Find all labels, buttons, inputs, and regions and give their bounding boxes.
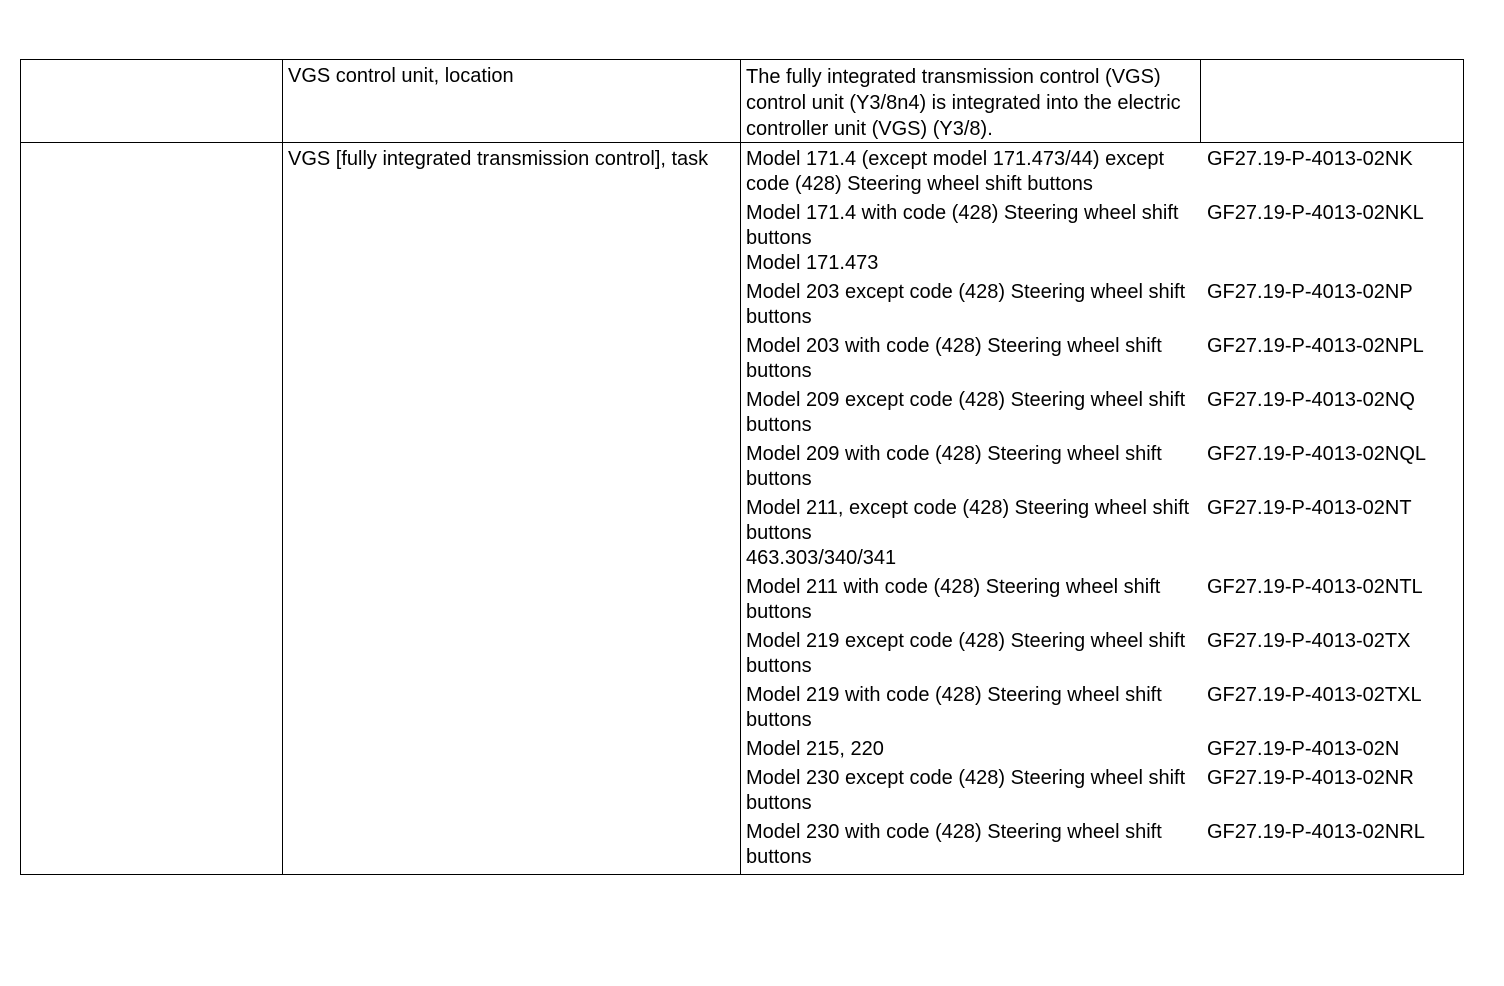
reference-code-link[interactable]: GF27.19-P-4013-02NTL bbox=[1207, 576, 1423, 598]
table-row bbox=[21, 143, 1464, 875]
model-description bbox=[746, 201, 1201, 276]
model-description bbox=[746, 388, 1201, 438]
list-item bbox=[746, 683, 1463, 737]
model-reference-list bbox=[741, 143, 1464, 875]
row1-reference bbox=[1201, 60, 1464, 143]
model-text: Model 219 with code (428) Steering wheel shift buttons bbox=[746, 684, 1162, 731]
document-table bbox=[20, 59, 1464, 875]
reference-code-link[interactable]: GF27.19-P-4013-02NT bbox=[1207, 497, 1412, 519]
reference-code-link[interactable]: GF27.19-P-4013-02NQL bbox=[1207, 443, 1427, 465]
list-item bbox=[746, 629, 1463, 683]
model-description bbox=[746, 737, 1201, 762]
table-row bbox=[21, 60, 1464, 143]
model-text: Model 209 except code (428) Steering wheel shift buttons bbox=[746, 389, 1186, 436]
list-item bbox=[746, 820, 1463, 874]
reference-code-link[interactable]: GF27.19-P-4013-02TX bbox=[1207, 630, 1411, 652]
model-description bbox=[746, 820, 1201, 870]
model-description bbox=[746, 629, 1201, 679]
model-text: Model 219 except code (428) Steering wheel shift buttons bbox=[746, 630, 1186, 677]
model-extra-text: 463.303/340/341 bbox=[746, 547, 897, 569]
list-item bbox=[746, 334, 1463, 388]
model-text: Model 171.4 (except model 171.473/44) except code (428) Steering wheel shift buttons bbox=[746, 148, 1165, 195]
model-text: Model 230 except code (428) Steering wheel shift buttons bbox=[746, 767, 1186, 814]
reference-code-link[interactable]: GF27.19-P-4013-02NPL bbox=[1207, 335, 1424, 357]
list-item bbox=[746, 496, 1463, 575]
model-text: Model 211, except code (428) Steering wheel shift buttons bbox=[746, 497, 1190, 544]
reference-code-link[interactable]: GF27.19-P-4013-02TXL bbox=[1207, 684, 1422, 706]
entries-container bbox=[746, 147, 1463, 874]
reference-code-link[interactable]: GF27.19-P-4013-02NR bbox=[1207, 767, 1414, 789]
list-item bbox=[746, 442, 1463, 496]
model-text: Model 203 with code (428) Steering wheel shift buttons bbox=[746, 335, 1162, 382]
row1-title: VGS control unit, location bbox=[283, 60, 741, 143]
list-item bbox=[746, 575, 1463, 629]
row2-empty-cell bbox=[21, 143, 283, 875]
reference-code-link[interactable]: GF27.19-P-4013-02NP bbox=[1207, 281, 1413, 303]
reference-code-link[interactable]: GF27.19-P-4013-02NK bbox=[1207, 148, 1413, 170]
reference-code-link[interactable]: GF27.19-P-4013-02N bbox=[1207, 738, 1400, 760]
list-item bbox=[746, 388, 1463, 442]
model-text: Model 211 with code (428) Steering wheel shift buttons bbox=[746, 576, 1161, 623]
row1-description: The fully integrated transmission control (VGS) control unit (Y3/8n4) is integrated into the electric controller unit (VGS) (Y3/8). bbox=[741, 60, 1201, 143]
model-description bbox=[746, 334, 1201, 384]
model-text: Model 203 except code (428) Steering wheel shift buttons bbox=[746, 281, 1186, 328]
list-item bbox=[746, 737, 1463, 766]
list-item bbox=[746, 766, 1463, 820]
model-description bbox=[746, 683, 1201, 733]
model-description bbox=[746, 280, 1201, 330]
reference-code-link[interactable]: GF27.19-P-4013-02NKL bbox=[1207, 202, 1424, 224]
row1-empty-cell bbox=[21, 60, 283, 143]
reference-code-link[interactable]: GF27.19-P-4013-02NRL bbox=[1207, 821, 1425, 843]
list-item bbox=[746, 147, 1463, 201]
list-item bbox=[746, 201, 1463, 280]
model-description bbox=[746, 442, 1201, 492]
model-description bbox=[746, 766, 1201, 816]
model-description bbox=[746, 575, 1201, 625]
model-text: Model 230 with code (428) Steering wheel shift buttons bbox=[746, 821, 1162, 868]
reference-code-link[interactable]: GF27.19-P-4013-02NQ bbox=[1207, 389, 1415, 411]
list-item bbox=[746, 280, 1463, 334]
model-text: Model 209 with code (428) Steering wheel shift buttons bbox=[746, 443, 1162, 490]
row2-title: VGS [fully integrated transmission control], task bbox=[283, 143, 741, 875]
model-description bbox=[746, 496, 1201, 571]
model-text: Model 215, 220 bbox=[746, 738, 884, 760]
model-description bbox=[746, 147, 1201, 197]
model-text: Model 171.4 with code (428) Steering wheel shift buttons bbox=[746, 202, 1179, 249]
model-extra-text: Model 171.473 bbox=[746, 252, 879, 274]
